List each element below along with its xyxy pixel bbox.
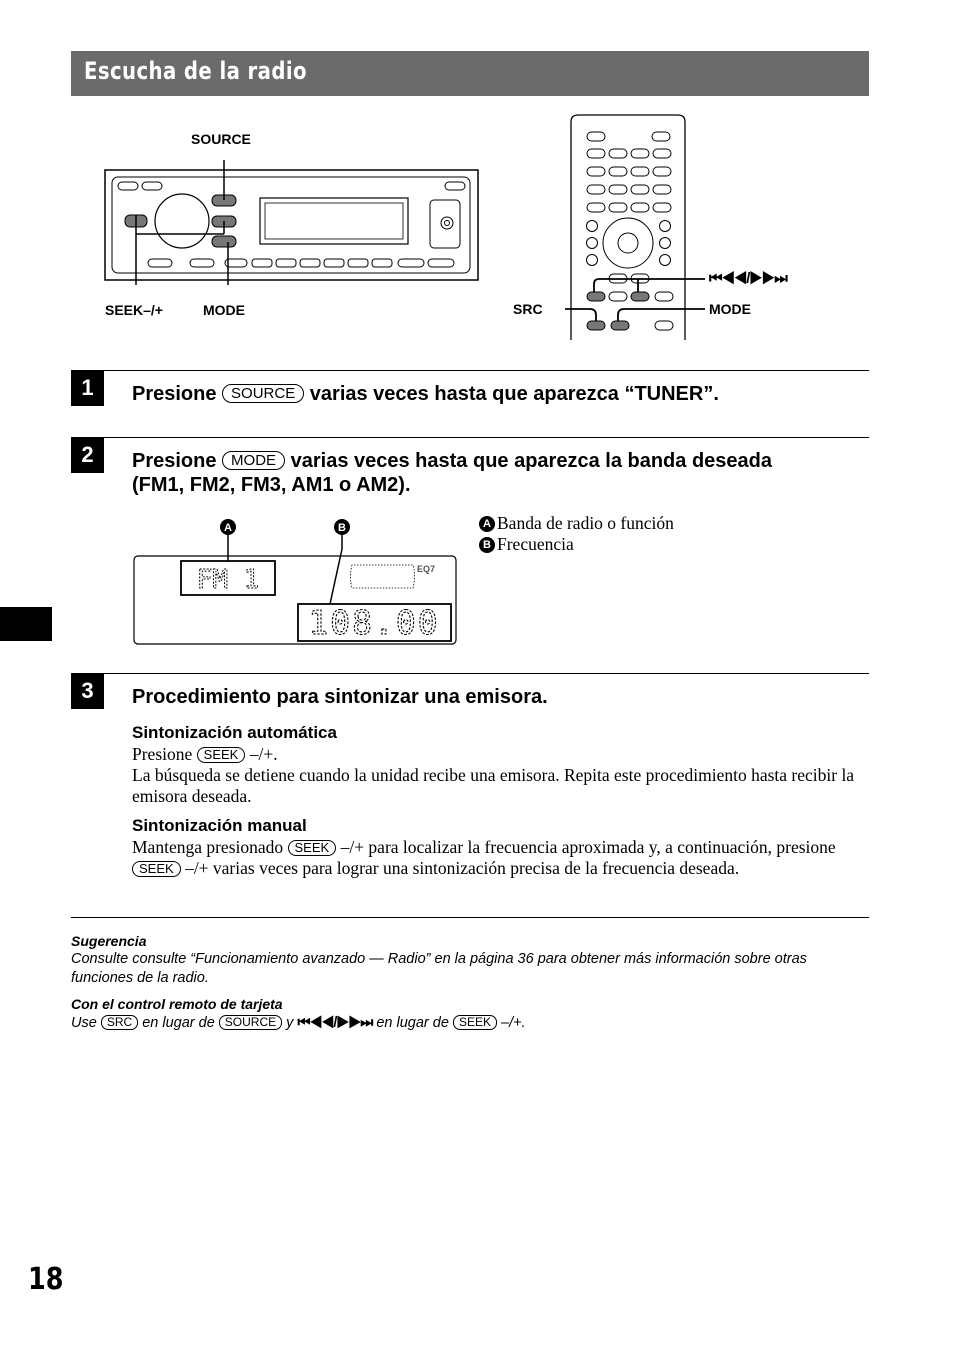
legend-a-text: Banda de radio o función [497,513,674,533]
step-3-divider [71,673,869,674]
src-key: SRC [101,1015,138,1030]
source-key: SOURCE [222,384,304,403]
note-w4: en lugar de [376,1015,449,1031]
page-number: 18 [28,1262,64,1297]
step-1-number: 1 [71,371,104,406]
skip-label: ⏮◀◀/▶▶⏭ [709,270,787,287]
auto-post: –/+. [249,744,278,764]
tip-heading: Sugerencia [71,933,147,949]
head-unit-illustration [100,160,490,285]
callout-b-icon: B [338,522,346,534]
seek-key: SEEK [288,840,337,856]
seek-key: SEEK [453,1015,497,1030]
step-2-instruction [132,449,772,497]
remote-control-illustration [565,112,845,342]
auto-desc: La búsqueda se detiene cuando la unidad recibe una emisora. Repita este procedimiento hasta recibir la emisora deseada. [132,765,855,806]
note-w5: –/+. [501,1015,526,1031]
seek-key: SEEK [132,861,181,877]
step-1-pre: Presione [132,383,217,405]
mode-key: MODE [222,451,285,470]
step-1-divider [71,370,869,371]
step-2-post: varias veces hasta que aparezca la banda deseada [290,450,772,472]
note-w2: en lugar de [142,1015,215,1031]
source-label: SOURCE [191,131,251,147]
manual-tuning-text [132,837,862,879]
skip-keys-icon: ⏮◀◀/▶▶⏭ [297,1015,373,1031]
step-2-divider [71,437,869,438]
legend-b [479,534,574,555]
step-3-number: 3 [71,674,104,709]
remote-note-heading: Con el control remoto de tarjeta [71,996,283,1012]
seek-label: SEEK–/+ [105,302,163,318]
legend-b-icon: B [479,537,495,553]
tip-text: Consulte consulte “Funcionamiento avanzado — Radio” en la página 36 para obtener más información sobre otras funciones de la radio. [71,951,807,986]
step-2-line2: (FM1, FM2, FM3, AM1 o AM2). [132,474,411,496]
remote-mode-label: MODE [709,301,751,317]
note-w3: y [286,1015,294,1031]
manual-tuning-heading: Sintonización manual [132,816,307,835]
auto-tuning-heading: Sintonización automática [132,723,337,742]
section-side-tab [0,607,52,641]
eq-indicator: EQ7 [417,564,436,574]
section-header [71,51,869,96]
auto-pre: Presione [132,744,193,764]
section-title: Escucha de la radio [84,57,307,85]
legend-a [479,513,674,534]
legend-b-text: Frecuencia [497,534,574,554]
mode-label: MODE [203,302,245,318]
tips-divider [71,917,869,918]
display-illustration [130,515,465,650]
source-key: SOURCE [219,1015,282,1030]
band-readout: FM 1 [196,565,260,595]
note-w1: Use [71,1015,97,1031]
step-2-number: 2 [71,438,104,473]
frequency-readout: 108.00 [308,603,440,642]
manual-p1: Mantenga presionado [132,837,284,857]
step-1-post: varias veces hasta que aparezca “TUNER”. [309,383,719,405]
src-label: SRC [513,301,543,317]
remote-note-text [71,1014,871,1033]
seek-key: SEEK [197,747,246,763]
step-1-instruction [132,382,719,406]
callout-a-icon: A [224,522,232,534]
manual-p2: –/+ para localizar la frecuencia aproximada y, a continuación, presione [340,837,836,857]
step-3-instruction: Procedimiento para sintonizar una emisora. [132,686,548,708]
auto-tuning-text [132,744,862,807]
step-2-pre: Presione [132,450,217,472]
manual-p3: –/+ varias veces para lograr una sintonización precisa de la frecuencia deseada. [185,858,740,878]
legend-a-icon: A [479,516,495,532]
